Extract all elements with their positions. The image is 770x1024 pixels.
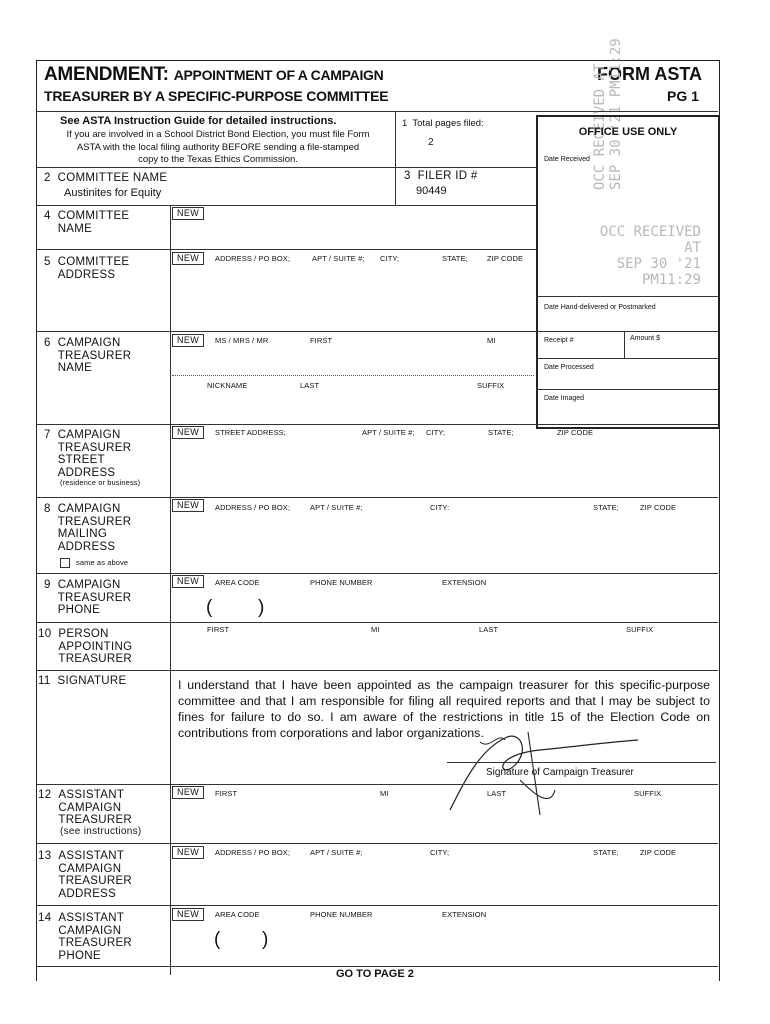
new-badge: NEW [172, 207, 204, 220]
divider [37, 784, 718, 785]
street-address-label: STREET ADDRESS; [215, 428, 286, 437]
last-name-label: LAST [300, 381, 320, 390]
suffix-label: SUFFIX [634, 789, 662, 798]
section-12-note: (see instructions) [60, 826, 142, 837]
mi-label: MI [487, 336, 496, 345]
mi-label: MI [371, 625, 380, 634]
city-label: CITY; [380, 254, 400, 263]
section-6-label: 6 CAMPAIGN TREASURER NAME [44, 337, 132, 374]
apt-suite-label: APT / SUITE #; [310, 503, 363, 512]
address-po-label: ADDRESS / PO BOX; [215, 254, 291, 263]
state-label: STATE; [593, 848, 619, 857]
divider [37, 573, 718, 574]
city-label: CITY; [426, 428, 446, 437]
last-name-label: LAST [479, 625, 499, 634]
first-name-label: FIRST [215, 789, 238, 798]
committee-name-label: 2 COMMITTEE NAME [44, 172, 168, 184]
section-9-label: 9 CAMPAIGN TREASURER PHONE [44, 579, 132, 616]
received-stamp-vertical: OCC RECEIVED AT SEP 30 '21 PM11:29 [592, 38, 624, 190]
phone-number-label: PHONE NUMBER [310, 578, 373, 587]
date-received-label: Date Received [544, 156, 590, 163]
apt-suite-label: APT / SUITE #; [312, 254, 365, 263]
divider [37, 249, 536, 250]
section-7-label: 7 CAMPAIGN TREASURER STREET ADDRESS [44, 429, 132, 479]
first-name-label: FIRST [310, 336, 333, 345]
divider [536, 389, 718, 390]
page-label: PG 1 [667, 88, 699, 104]
area-code-paren-close: ) [258, 597, 265, 618]
divider [37, 843, 718, 844]
section-5-label: 5 COMMITTEE ADDRESS [44, 256, 130, 281]
new-badge: NEW [172, 575, 204, 588]
area-code-paren-open: ( [206, 597, 213, 618]
divider [37, 331, 718, 332]
divider [536, 358, 718, 359]
zip-label: ZIP CODE [557, 428, 594, 437]
divider [37, 111, 718, 112]
zip-label: ZIP CODE [640, 848, 677, 857]
divider [37, 424, 718, 425]
area-code-label: AREA CODE [215, 910, 260, 919]
section-7-note: (residence or business) [60, 478, 141, 487]
form-title: AMENDMENT: APPOINTMENT OF A CAMPAIGN [44, 64, 384, 85]
city-label: CITY; [430, 848, 450, 857]
new-badge: NEW [172, 499, 204, 512]
nickname-label: NICKNAME [207, 381, 248, 390]
city-label: CITY: [430, 503, 450, 512]
section-11-label: 11 SIGNATURE [38, 675, 127, 687]
date-hand-delivered-label: Date Hand-delivered or Postmarked [544, 304, 656, 311]
section-8-label: 8 CAMPAIGN TREASURER MAILING ADDRESS [44, 503, 132, 553]
new-badge: NEW [172, 786, 204, 799]
divider [37, 622, 718, 623]
divider [395, 111, 396, 205]
section-12-label: 12 ASSISTANT CAMPAIGN TREASURER [38, 789, 133, 826]
address-po-label: ADDRESS / PO BOX; [215, 848, 291, 857]
divider [37, 497, 718, 498]
new-badge: NEW [172, 334, 204, 347]
zip-label: ZIP CODE [487, 254, 524, 263]
first-name-label: FIRST [207, 625, 230, 634]
section-13-label: 13 ASSISTANT CAMPAIGN TREASURER ADDRESS [38, 850, 133, 900]
extension-label: EXTENSION [442, 910, 487, 919]
amount-label: Amount $ [630, 335, 660, 342]
same-as-above-checkbox[interactable]: same as above [60, 558, 128, 568]
form-id-label: FORM ASTA [597, 64, 702, 84]
date-processed-label: Date Processed [544, 364, 594, 371]
divider [536, 296, 718, 297]
zip-label: ZIP CODE [640, 503, 677, 512]
received-stamp: OCC RECEIVED AT SEP 30 '21 PM11:29 [599, 224, 701, 288]
suffix-label: SUFFIX [477, 381, 505, 390]
section-4-label: 4 COMMITTEE NAME [44, 210, 130, 235]
last-name-label: LAST [487, 789, 507, 798]
new-badge: NEW [172, 908, 204, 921]
divider [37, 905, 718, 906]
divider [624, 331, 625, 358]
suffix-label: SUFFIX [626, 625, 654, 634]
dotted-separator [172, 375, 534, 376]
title-prefix-label: MS / MRS / MR [215, 336, 269, 345]
new-badge: NEW [172, 846, 204, 859]
signature-line [447, 762, 716, 763]
form-subtitle: TREASURER BY A SPECIFIC-PURPOSE COMMITTEE [44, 88, 389, 104]
new-badge: NEW [172, 426, 204, 439]
area-code-label: AREA CODE [215, 578, 260, 587]
apt-suite-label: APT / SUITE #; [362, 428, 415, 437]
receipt-label: Receipt # [544, 337, 574, 344]
go-to-page-2: GO TO PAGE 2 [336, 968, 414, 977]
divider [37, 966, 718, 967]
area-code-paren-close: ) [262, 929, 269, 950]
total-pages-label: 1 Total pages filed: [402, 118, 484, 129]
filer-id-label: 3 FILER ID # [404, 170, 478, 182]
total-pages-value[interactable]: 2 [428, 137, 434, 148]
divider [37, 670, 718, 671]
area-code-paren-open: ( [214, 929, 221, 950]
office-use-title: OFFICE USE ONLY [578, 126, 678, 138]
filer-id-value[interactable]: 90449 [416, 185, 447, 197]
committee-name-value[interactable]: Austinites for Equity [64, 187, 162, 199]
instructions-text: If you are involved in a School District Bond Election, you must file Form ASTA with the local filing authority BEFORE sending a file-stamped copy to the Texas Ethics Commission. [66, 129, 370, 165]
divider [37, 167, 536, 168]
phone-number-label: PHONE NUMBER [310, 910, 373, 919]
new-badge: NEW [172, 252, 204, 265]
section-14-label: 14 ASSISTANT CAMPAIGN TREASURER PHONE [38, 912, 133, 962]
state-label: STATE; [593, 503, 619, 512]
date-imaged-label: Date Imaged [544, 395, 585, 402]
state-label: STATE; [488, 428, 514, 437]
section-10-label: 10 PERSON APPOINTING TREASURER [38, 628, 133, 665]
address-po-label: ADDRESS / PO BOX; [215, 503, 291, 512]
mi-label: MI [380, 789, 389, 798]
extension-label: EXTENSION [442, 578, 487, 587]
apt-suite-label: APT / SUITE #; [310, 848, 363, 857]
treasurer-statement: I understand that I have been appointed as the campaign treasurer for this specific-purpose committee and that I am responsible for filing all required reports and that I may be subject to fines for failure to do so. I am aware of the restrictions in title 15 of the Election Code on contributions from corporations and labor organizations. [178, 678, 710, 740]
instructions-heading: See ASTA Instruction Guide for detailed instructions. [60, 115, 337, 127]
signature-caption: Signature of Campaign Treasurer [486, 767, 634, 778]
divider [37, 205, 536, 206]
divider [170, 205, 171, 975]
state-label: STATE; [442, 254, 468, 263]
